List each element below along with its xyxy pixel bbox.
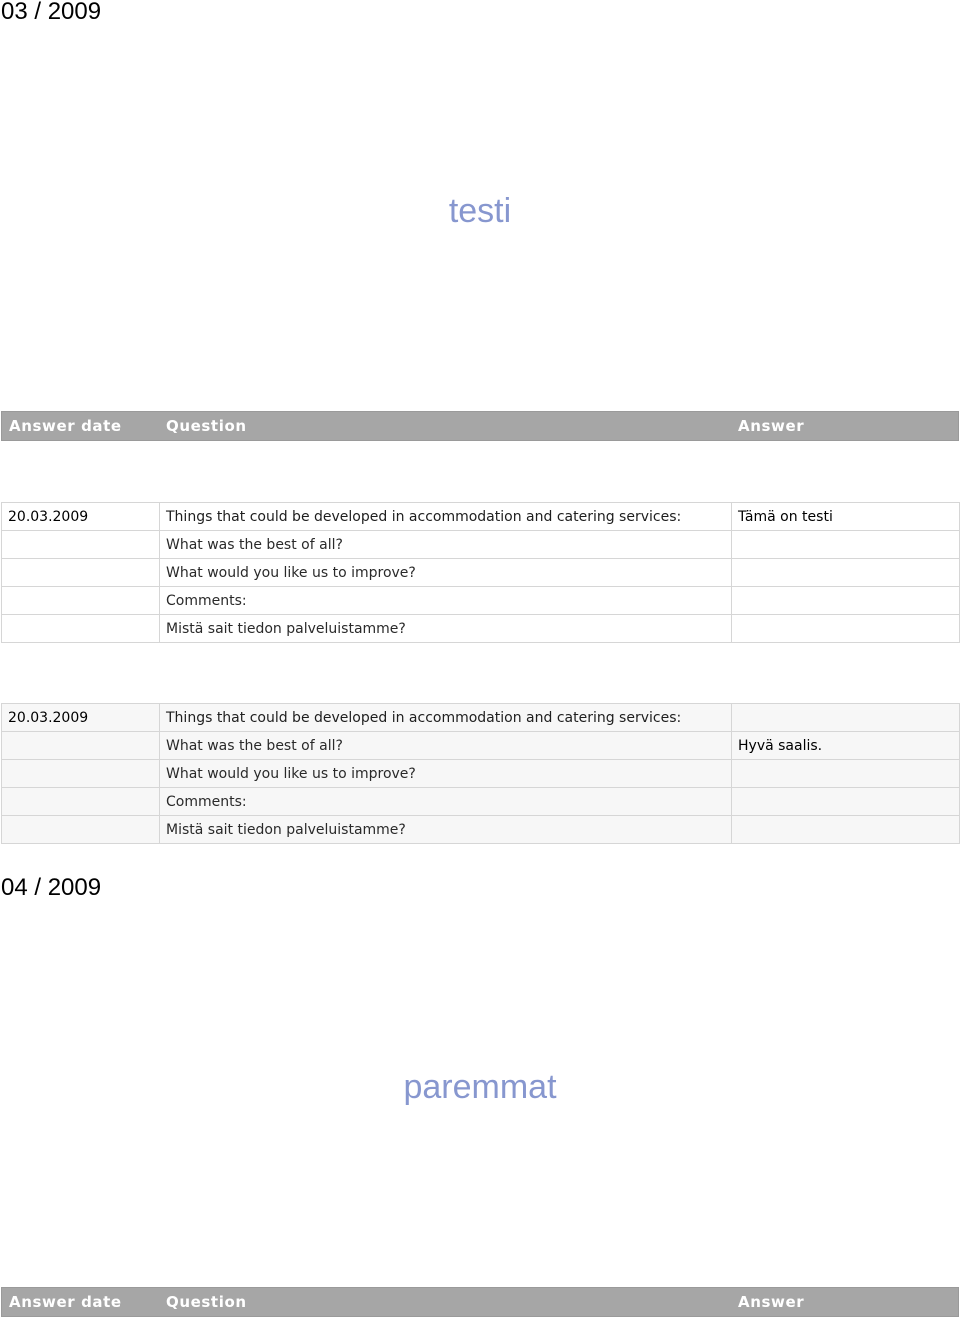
question-cell: What was the best of all? bbox=[160, 732, 732, 760]
table-row bbox=[2, 531, 960, 559]
answer-date-cell bbox=[2, 587, 160, 615]
header-question: Question bbox=[166, 417, 247, 435]
table-row bbox=[2, 503, 960, 531]
answer-entry bbox=[1, 502, 960, 643]
table-row bbox=[2, 816, 960, 844]
question-cell: Things that could be developed in accommodation and catering services: bbox=[160, 503, 732, 531]
answer-cell bbox=[732, 704, 960, 732]
header-answer: Answer bbox=[738, 1293, 805, 1311]
answer-cell: Hyvä saalis. bbox=[732, 732, 960, 760]
answer-cell bbox=[732, 559, 960, 587]
table-row bbox=[2, 615, 960, 643]
table-row bbox=[2, 704, 960, 732]
answer-date-cell bbox=[2, 788, 160, 816]
answer-cell bbox=[732, 615, 960, 643]
question-cell: Mistä sait tiedon palveluistamme? bbox=[160, 615, 732, 643]
question-cell: What was the best of all? bbox=[160, 531, 732, 559]
answer-date-cell bbox=[2, 760, 160, 788]
answer-cell bbox=[732, 587, 960, 615]
table-row bbox=[2, 760, 960, 788]
header-answer: Answer bbox=[738, 417, 805, 435]
answer-cell bbox=[732, 760, 960, 788]
answer-cell bbox=[732, 816, 960, 844]
answer-date-cell bbox=[2, 531, 160, 559]
survey-title: paremmat bbox=[403, 1068, 557, 1106]
table-header bbox=[1, 1287, 959, 1317]
question-cell: Mistä sait tiedon palveluistamme? bbox=[160, 816, 732, 844]
table-row bbox=[2, 587, 960, 615]
answer-date-cell: 20.03.2009 bbox=[2, 503, 160, 531]
header-answer-date: Answer date bbox=[9, 1293, 122, 1311]
table-row bbox=[2, 732, 960, 760]
question-cell: What would you like us to improve? bbox=[160, 559, 732, 587]
month-heading: 04 / 2009 bbox=[1, 874, 102, 901]
answer-date-cell bbox=[2, 559, 160, 587]
answer-date-cell: 20.03.2009 bbox=[2, 704, 160, 732]
header-question: Question bbox=[166, 1293, 247, 1311]
table-row bbox=[2, 788, 960, 816]
answer-date-cell bbox=[2, 816, 160, 844]
answer-cell bbox=[732, 531, 960, 559]
answer-date-cell bbox=[2, 732, 160, 760]
header-answer-date: Answer date bbox=[9, 417, 122, 435]
question-cell: Comments: bbox=[160, 587, 732, 615]
month-heading: 03 / 2009 bbox=[1, 0, 102, 25]
table-row bbox=[2, 559, 960, 587]
question-cell: Things that could be developed in accommodation and catering services: bbox=[160, 704, 732, 732]
answer-cell bbox=[732, 788, 960, 816]
survey-title: testi bbox=[448, 192, 512, 230]
table-header bbox=[1, 411, 959, 441]
answer-cell: Tämä on testi bbox=[732, 503, 960, 531]
question-cell: Comments: bbox=[160, 788, 732, 816]
answer-entry bbox=[1, 703, 960, 844]
question-cell: What would you like us to improve? bbox=[160, 760, 732, 788]
answer-date-cell bbox=[2, 615, 160, 643]
